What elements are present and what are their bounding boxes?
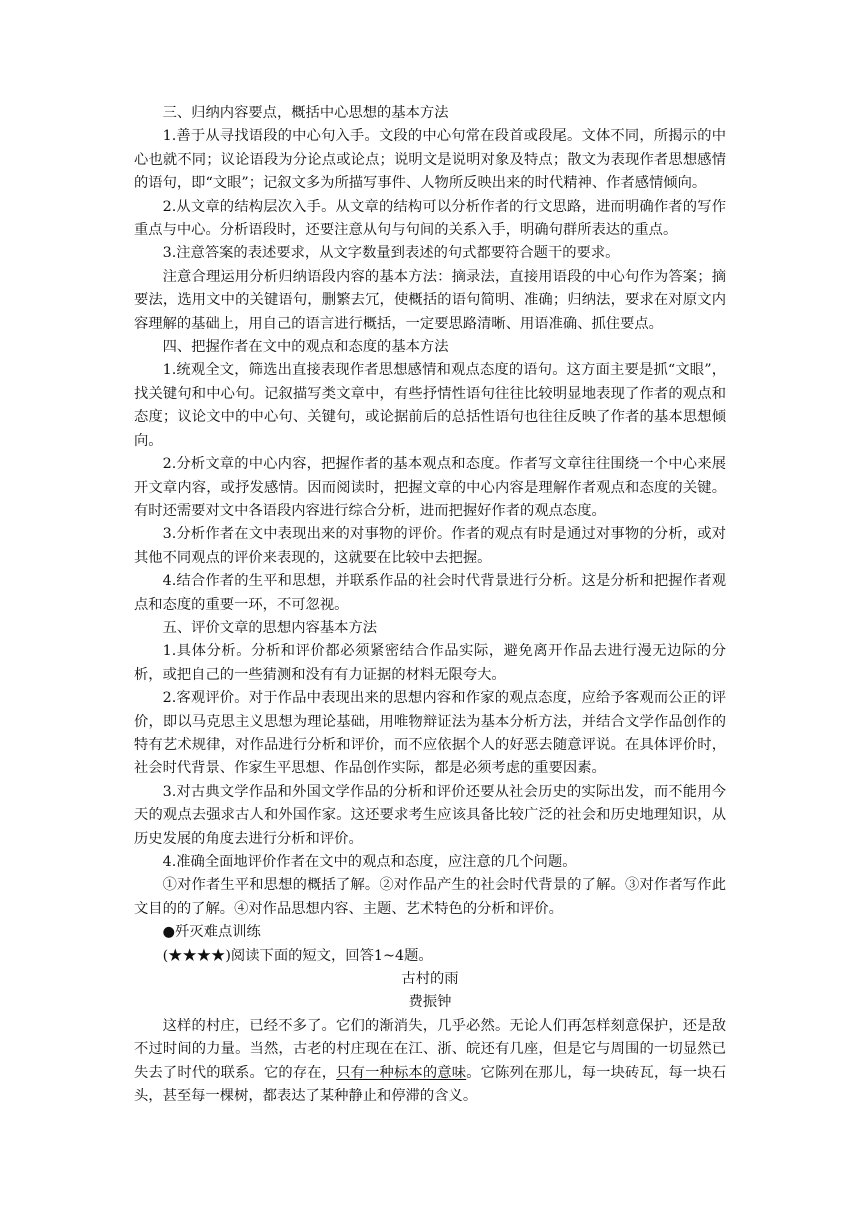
section-heading-5: 五、评价文章的思想内容基本方法 <box>162 619 378 636</box>
underlined-phrase: 只有一种标本的意味 <box>336 1064 467 1081</box>
paragraph: 4.结合作者的生平和思想，并联系作品的社会时代背景进行分析。这是分析和把握作者观点和态度的重要一环，不可忽视。 <box>134 573 726 613</box>
paragraph: 1.善于从寻找语段的中心句入手。文段的中心句常在段首或段尾。文体不同，所揭示的中心也就不同；议论语段为分论点或论点；说明文是说明对象及特点；散文为表现作者思想感情的语句，即“文眼”；记叙文多为所描写事件、人物所反映出来的时代精神、作者感情倾向。 <box>134 128 726 192</box>
section-heading-3: 三、归纳内容要点，概括中心思想的基本方法 <box>162 105 449 121</box>
paragraph: 2.从文章的结构层次入手。从文章的结构可以分析作者的行文思路，进而明确作者的写作重点与中心。分析语段时，还要注意从句与句间的关系入手，明确句群所表达的重点。 <box>134 198 726 239</box>
paragraph: 1.具体分析。分析和评价都必须紧密结合作品实际，避免离开作品去进行漫无边际的分析，或把自己的一些猜测和没有有力证据的材料无限夸大。 <box>134 643 726 683</box>
article-author: 费振钟 <box>408 994 452 1011</box>
paragraph: 4.准确全面地评价作者在文中的观点和态度，应注意的几个问题。 <box>162 854 577 870</box>
paragraph: 3.分析作者在文中表现出来的对事物的评价。作者的观点有时是通过对事物的分析，或对其他不同观点的评价来表现的，这就要在比较中去把握。 <box>134 526 726 566</box>
paragraph: 注意合理运用分析归纳语段内容的基本方法：摘录法，直接用语段的中心句作为答案；摘要法，选用文中的关键语句，删繁去冗，使概括的语句简明、准确；归纳法，要求在对原文内容理解的基础上，用自己的语言进行概括，一定要思路清晰、用语准确、抓住要点。 <box>134 268 726 332</box>
paragraph: 2.分析文章的中心内容，把握作者的基本观点和态度。作者写文章往往围绕一个中心来展开文章内容，或抒发感情。因而阅读时，把握文章的中心内容是理解作者观点和态度的关键。有时还需要对文中各语段内容进行综合分析，进而把握好作者的观点态度。 <box>134 456 726 519</box>
paragraph: ①对作者生平和思想的概括了解。②对作品产生的社会时代背景的了解。③对作者写作此文目的的了解。④对作品思想内容、主题、艺术特色的分析和评价。 <box>134 877 726 917</box>
article-text: 这样的村庄，已经不多了。它们的渐消失，几乎必然。无论人们再怎样刻意保护，还是敌不过时间的力量。当然，古老的村庄现在在江、浙、皖还有几座，但是它与周围的一切显然已失去了时代的联系。它的存在， <box>134 1017 726 1081</box>
paragraph: 3.对古典文学作品和外国文学作品的分析和评价还要从社会历史的实际出发，而不能用今天的观点去强求古人和外国作家。这还要求考生应该具备比较广泛的社会和历史地理知识，从历史发展的角度去进行分析和评价。 <box>134 783 726 847</box>
document-body <box>134 102 726 1108</box>
paragraph: 2.客观评价。对于作品中表现出来的思想内容和作家的观点态度，应给予客观而公正的评价，即以马克思主义思想为理论基础，用唯物辩证法为基本分析方法，并结合文学作品创作的特有艺术规律，对作品进行分析和评价，而不应依据个人的好恶去随意评说。在具体评价时，社会时代背景、作家生平思想、作品创作实际，都是必须考虑的重要因素。 <box>134 690 726 777</box>
article-title: 古村的雨 <box>401 971 459 988</box>
paragraph: 1.统观全文，筛选出直接表现作者思想感情和观点态度的语句。这方面主要是抓“文眼”，找关键句和中心句。记叙描写类文章中，有些抒情性语句往往比较明显地表现了作者的观点和态度；议论文中的中心句、关键句，或论据前后的总括性语句也往往反映了作者的基本思想倾向。 <box>134 362 726 449</box>
paragraph: 3.注意答案的表述要求，从文字数量到表述的句式都要符合题干的要求。 <box>162 245 620 262</box>
exercise-instruction: (★★★★)阅读下面的短文，回答1~4题。 <box>162 947 433 964</box>
article-text: 。它陈列在那儿，每一块砖瓦，每一块石头，甚至每一棵树，都表达了某种静止和停滞的含义。 <box>134 1064 727 1105</box>
training-heading: ●歼灭难点训练 <box>162 924 261 941</box>
section-heading-4: 四、把握作者在文中的观点和态度的基本方法 <box>162 339 449 356</box>
article-paragraph <box>134 1015 726 1109</box>
